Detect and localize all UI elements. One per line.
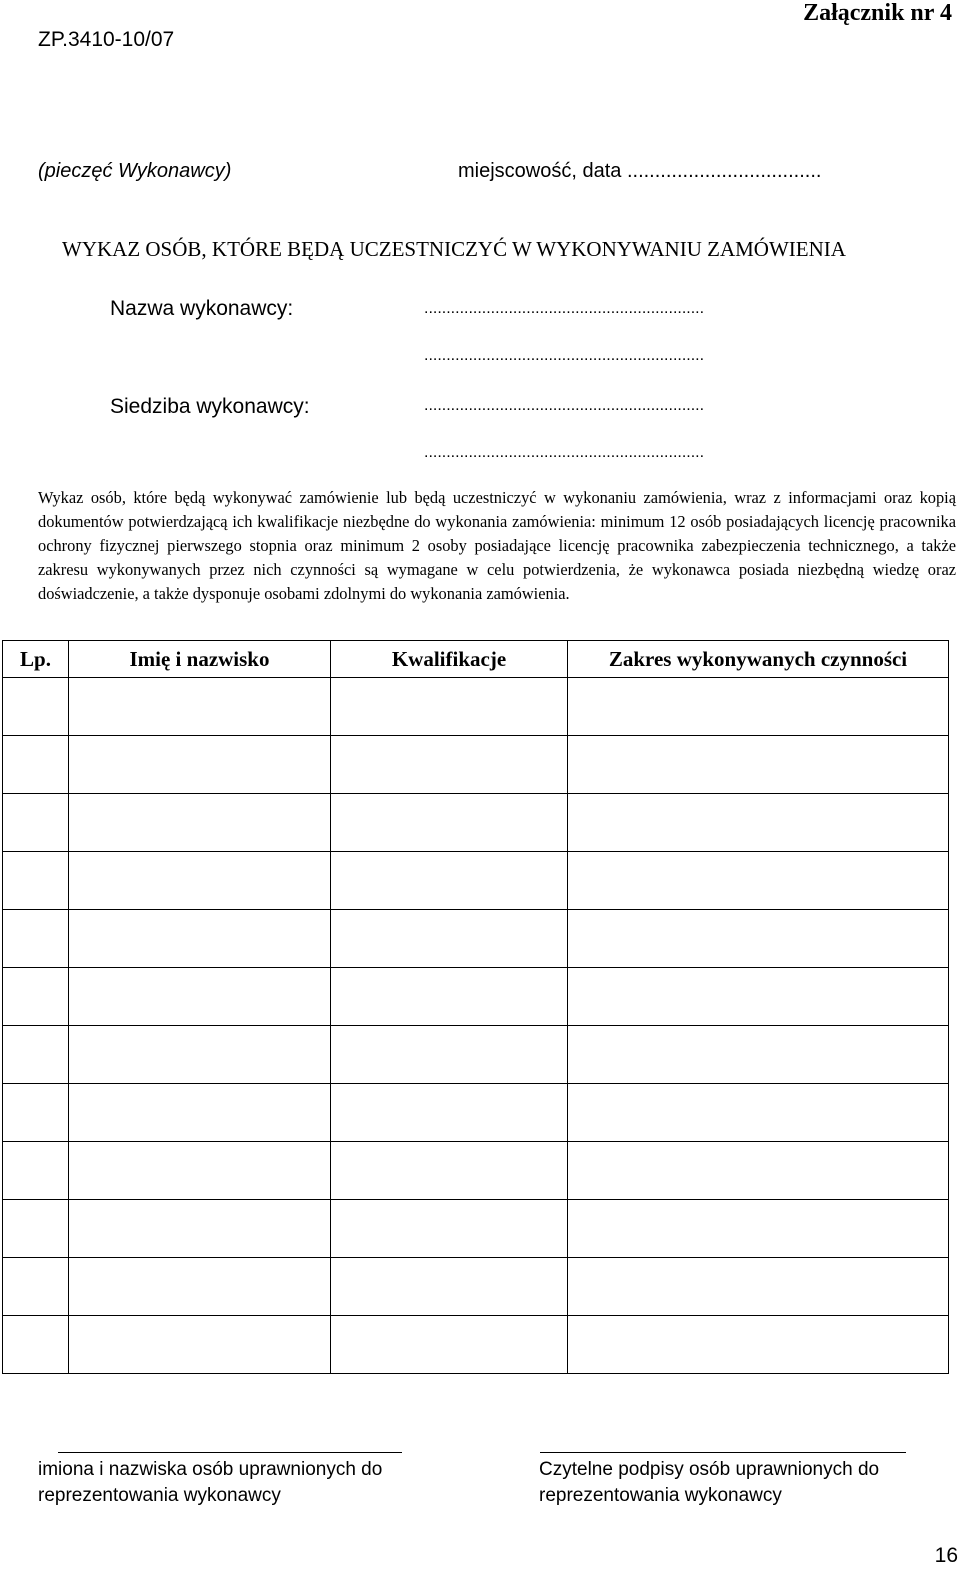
reference-number: ZP.3410-10/07 [38,28,175,51]
signature-caption-line: Czytelne podpisy osób uprawnionych do [539,1459,880,1480]
table-row [3,968,949,1026]
table-cell[interactable] [568,1258,949,1316]
staff-table [2,640,949,1374]
table-cell[interactable] [331,794,568,852]
table-cell[interactable] [568,1142,949,1200]
table-cell[interactable] [568,1200,949,1258]
table-cell[interactable] [331,1084,568,1142]
table-row [3,678,949,736]
table-row [3,1084,949,1142]
signature-caption-line: imiona i nazwiska osób uprawnionych do [38,1459,383,1480]
contractor-seat-label: Siedziba wykonawcy: [110,395,310,418]
table-cell[interactable] [331,1142,568,1200]
table-cell[interactable] [3,1026,69,1084]
table-cell[interactable] [69,1200,331,1258]
table-cell[interactable] [3,794,69,852]
contractor-name-line: ............................................................... [424,300,705,317]
document-title: WYKAZ OSÓB, KTÓRE BĘDĄ UCZESTNICZYĆ W WYKONYWANIU ZAMÓWIENIA [62,237,846,261]
table-row [3,1026,949,1084]
table-row [3,1142,949,1200]
table-cell[interactable] [3,1084,69,1142]
table-row [3,736,949,794]
signature-caption-right [539,1457,879,1509]
table-cell[interactable] [331,1258,568,1316]
table-cell[interactable] [331,1200,568,1258]
table-cell[interactable] [568,736,949,794]
table-cell[interactable] [69,1142,331,1200]
table-row [3,1200,949,1258]
contractor-name-line: ............................................................... [424,347,705,364]
place-date-field: miejscowość, data ................................... [458,160,822,182]
signature-line-right [540,1452,906,1453]
table-cell[interactable] [568,794,949,852]
table-cell[interactable] [331,1316,568,1374]
table-cell[interactable] [3,968,69,1026]
table-row [3,1258,949,1316]
table-cell[interactable] [69,678,331,736]
column-header-qualifications: Kwalifikacje [331,641,568,678]
table-cell[interactable] [69,852,331,910]
table-row [3,794,949,852]
table-cell[interactable] [69,736,331,794]
description-paragraph: Wykaz osób, które będą wykonywać zamówienie lub będą uczestniczyć w wykonaniu zamówienia, wraz z informacjami oraz kopią dokumentów potwierdzającą ich kwalifikacje niezbędne do wykonania zamówienia: minimum 12 osób posiadających licencję pracownika ochrony fizycznej pierwszego stopnia oraz minimum 2 osoby posiadające licencję pracownika zabezpieczenia technicznego, a także zakresu wykonywanych przez nich czynności są wymagane w celu potwierdzenia, że wykonawca posiada niezbędną wiedzę oraz doświadczenie, a także dysponuje osobami zdolnymi do wykonania zamówienia. [38,488,956,603]
table-cell[interactable] [69,1084,331,1142]
table-cell[interactable] [331,736,568,794]
table-row [3,910,949,968]
table-cell[interactable] [69,1026,331,1084]
table-cell[interactable] [568,678,949,736]
signature-line-left [58,1452,402,1453]
column-header-lp: Lp. [3,641,69,678]
table-cell[interactable] [69,910,331,968]
table-cell[interactable] [568,968,949,1026]
contractor-seat-line: ............................................................... [424,444,705,461]
contractor-stamp-label: (pieczęć Wykonawcy) [38,160,232,182]
table-cell[interactable] [69,794,331,852]
table-cell[interactable] [331,968,568,1026]
column-header-scope: Zakres wykonywanych czynności [568,641,949,678]
table-header-row [3,641,949,678]
table-cell[interactable] [3,1142,69,1200]
table-cell[interactable] [3,1200,69,1258]
table-cell[interactable] [568,1026,949,1084]
table-cell[interactable] [3,852,69,910]
table-cell[interactable] [331,1026,568,1084]
table-cell[interactable] [3,736,69,794]
contractor-seat-line: ............................................................... [424,397,705,414]
table-cell[interactable] [3,1258,69,1316]
table-cell[interactable] [331,678,568,736]
column-header-name: Imię i nazwisko [69,641,331,678]
table-cell[interactable] [568,1084,949,1142]
table-row [3,1316,949,1374]
signature-caption-left [38,1457,382,1509]
signature-caption-line: reprezentowania wykonawcy [539,1485,782,1506]
table-cell[interactable] [69,1316,331,1374]
table-cell[interactable] [3,910,69,968]
table-cell[interactable] [331,910,568,968]
contractor-name-label: Nazwa wykonawcy: [110,297,294,320]
table-cell[interactable] [331,852,568,910]
table-cell[interactable] [568,1316,949,1374]
table-cell[interactable] [3,678,69,736]
table-cell[interactable] [69,968,331,1026]
table-cell[interactable] [568,910,949,968]
annex-label: Załącznik nr 4 [803,0,952,26]
signature-caption-line: reprezentowania wykonawcy [38,1485,281,1506]
table-cell[interactable] [3,1316,69,1374]
table-cell[interactable] [69,1258,331,1316]
page-number: 16 [934,1544,958,1567]
table-row [3,852,949,910]
table-cell[interactable] [568,852,949,910]
